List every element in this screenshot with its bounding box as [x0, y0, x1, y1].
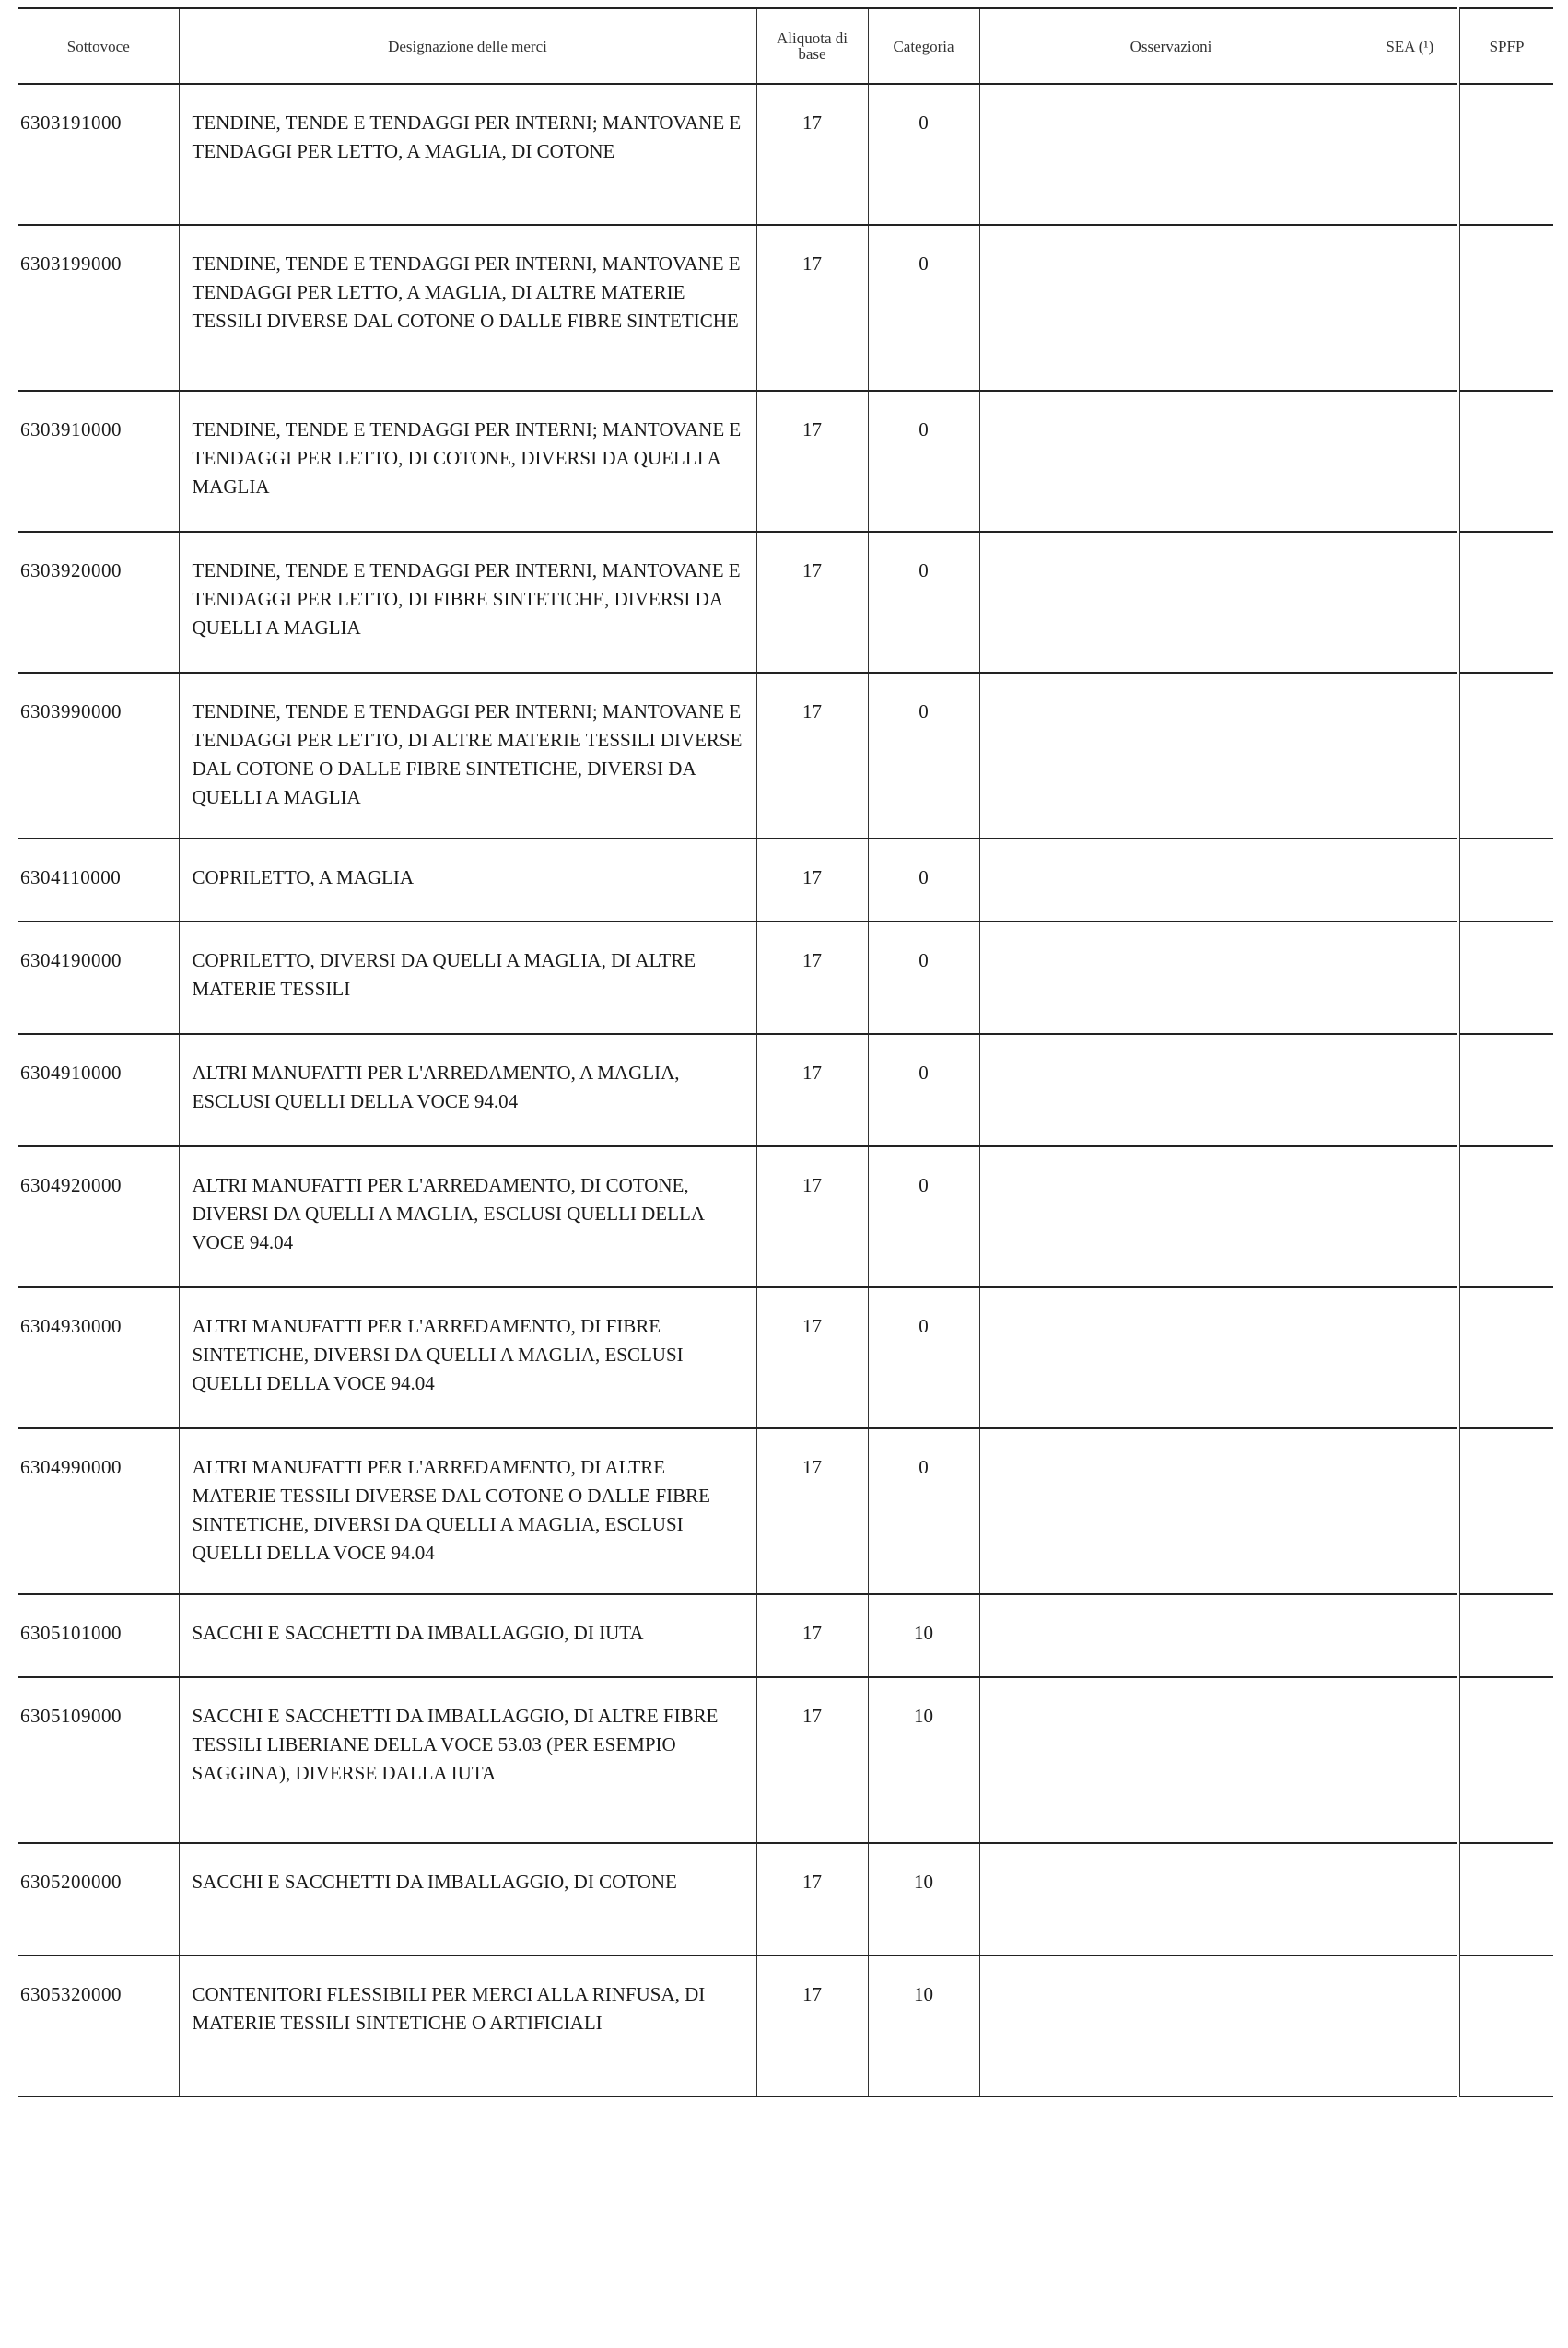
row-spfp — [1458, 1428, 1553, 1594]
row-category: 10 — [868, 1594, 979, 1677]
row-spfp — [1458, 1677, 1553, 1843]
row-category: 0 — [868, 839, 979, 922]
table-row — [18, 84, 1553, 225]
row-spfp — [1458, 1146, 1553, 1287]
row-description: ALTRI MANUFATTI PER L'ARREDAMENTO, DI COTONE, DIVERSI DA QUELLI A MAGLIA, ESCLUSI QUELLI DELLA VOCE 94.04 — [179, 1146, 756, 1287]
row-code: 6304990000 — [18, 1428, 179, 1594]
row-base-rate: 17 — [756, 839, 868, 922]
row-spfp — [1458, 532, 1553, 673]
row-code: 6305101000 — [18, 1594, 179, 1677]
row-code: 6304190000 — [18, 922, 179, 1034]
row-description: SACCHI E SACCHETTI DA IMBALLAGGIO, DI ALTRE FIBRE TESSILI LIBERIANE DELLA VOCE 53.03 (PER ESEMPIO SAGGINA), DIVERSE DALLA IUTA — [179, 1677, 756, 1843]
row-description: TENDINE, TENDE E TENDAGGI PER INTERNI, MANTOVANE E TENDAGGI PER LETTO, DI FIBRE SINTETICHE, DIVERSI DA QUELLI A MAGLIA — [179, 532, 756, 673]
row-sea — [1363, 532, 1458, 673]
header-category: Categoria — [868, 8, 979, 84]
row-sea — [1363, 1034, 1458, 1146]
row-observations — [979, 673, 1363, 839]
row-sea — [1363, 1146, 1458, 1287]
row-sea — [1363, 839, 1458, 922]
row-category: 10 — [868, 1955, 979, 2096]
row-category: 0 — [868, 532, 979, 673]
header-code: Sottovoce — [18, 8, 179, 84]
row-base-rate: 17 — [756, 1287, 868, 1428]
row-sea — [1363, 391, 1458, 532]
header-spfp: SPFP — [1458, 8, 1553, 84]
row-code: 6305109000 — [18, 1677, 179, 1843]
table-row — [18, 922, 1553, 1034]
table-row — [18, 839, 1553, 922]
row-spfp — [1458, 1955, 1553, 2096]
row-sea — [1363, 1287, 1458, 1428]
row-base-rate: 17 — [756, 1034, 868, 1146]
header-observations: Osservazioni — [979, 8, 1363, 84]
row-base-rate: 17 — [756, 1428, 868, 1594]
row-category: 10 — [868, 1677, 979, 1843]
row-category: 0 — [868, 1287, 979, 1428]
row-sea — [1363, 225, 1458, 391]
table-row — [18, 1677, 1553, 1843]
table-row — [18, 1594, 1553, 1677]
row-category: 10 — [868, 1843, 979, 1955]
row-observations — [979, 1146, 1363, 1287]
row-description: COPRILETTO, DIVERSI DA QUELLI A MAGLIA, DI ALTRE MATERIE TESSILI — [179, 922, 756, 1034]
row-spfp — [1458, 839, 1553, 922]
row-code: 6305320000 — [18, 1955, 179, 2096]
row-description: TENDINE, TENDE E TENDAGGI PER INTERNI; MANTOVANE E TENDAGGI PER LETTO, A MAGLIA, DI COTONE — [179, 84, 756, 225]
row-category: 0 — [868, 84, 979, 225]
table-header — [18, 8, 1553, 84]
header-description: Designazione delle merci — [179, 8, 756, 84]
table-row — [18, 1843, 1553, 1955]
row-description: SACCHI E SACCHETTI DA IMBALLAGGIO, DI IUTA — [179, 1594, 756, 1677]
row-observations — [979, 84, 1363, 225]
row-sea — [1363, 1677, 1458, 1843]
row-category: 0 — [868, 391, 979, 532]
row-description: ALTRI MANUFATTI PER L'ARREDAMENTO, DI ALTRE MATERIE TESSILI DIVERSE DAL COTONE O DALLE FIBRE SINTETICHE, DIVERSI DA QUELLI A MAGLIA, ESCLUSI QUELLI DELLA VOCE 94.04 — [179, 1428, 756, 1594]
row-category: 0 — [868, 1146, 979, 1287]
row-base-rate: 17 — [756, 84, 868, 225]
row-observations — [979, 1677, 1363, 1843]
row-code: 6303990000 — [18, 673, 179, 839]
row-spfp — [1458, 391, 1553, 532]
row-spfp — [1458, 1843, 1553, 1955]
row-observations — [979, 1428, 1363, 1594]
row-spfp — [1458, 1034, 1553, 1146]
row-category: 0 — [868, 1428, 979, 1594]
row-base-rate: 17 — [756, 1955, 868, 2096]
row-observations — [979, 839, 1363, 922]
row-base-rate: 17 — [756, 1594, 868, 1677]
row-sea — [1363, 673, 1458, 839]
row-sea — [1363, 84, 1458, 225]
row-category: 0 — [868, 225, 979, 391]
row-spfp — [1458, 922, 1553, 1034]
row-sea — [1363, 1428, 1458, 1594]
row-spfp — [1458, 225, 1553, 391]
row-category: 0 — [868, 1034, 979, 1146]
row-observations — [979, 1955, 1363, 2096]
row-code: 6305200000 — [18, 1843, 179, 1955]
row-description: ALTRI MANUFATTI PER L'ARREDAMENTO, A MAGLIA, ESCLUSI QUELLI DELLA VOCE 94.04 — [179, 1034, 756, 1146]
row-description: SACCHI E SACCHETTI DA IMBALLAGGIO, DI COTONE — [179, 1843, 756, 1955]
document-page — [18, 7, 1553, 2097]
row-observations — [979, 1594, 1363, 1677]
row-base-rate: 17 — [756, 391, 868, 532]
table-row — [18, 1428, 1553, 1594]
row-sea — [1363, 1955, 1458, 2096]
row-code: 6304920000 — [18, 1146, 179, 1287]
row-code: 6304930000 — [18, 1287, 179, 1428]
row-observations — [979, 391, 1363, 532]
row-observations — [979, 1034, 1363, 1146]
table-row — [18, 1955, 1553, 2096]
row-base-rate: 17 — [756, 922, 868, 1034]
row-base-rate: 17 — [756, 225, 868, 391]
row-spfp — [1458, 84, 1553, 225]
row-base-rate: 17 — [756, 1843, 868, 1955]
header-row — [18, 8, 1553, 84]
row-observations — [979, 922, 1363, 1034]
row-code: 6303920000 — [18, 532, 179, 673]
row-spfp — [1458, 673, 1553, 839]
table-row — [18, 532, 1553, 673]
row-description: ALTRI MANUFATTI PER L'ARREDAMENTO, DI FIBRE SINTETICHE, DIVERSI DA QUELLI A MAGLIA, ESCLUSI QUELLI DELLA VOCE 94.04 — [179, 1287, 756, 1428]
row-description: TENDINE, TENDE E TENDAGGI PER INTERNI; MANTOVANE E TENDAGGI PER LETTO, DI COTONE, DIVERSI DA QUELLI A MAGLIA — [179, 391, 756, 532]
row-description: TENDINE, TENDE E TENDAGGI PER INTERNI; MANTOVANE E TENDAGGI PER LETTO, DI ALTRE MATERIE TESSILI DIVERSE DAL COTONE O DALLE FIBRE SINTETICHE, DIVERSI DA QUELLI A MAGLIA — [179, 673, 756, 839]
row-sea — [1363, 1594, 1458, 1677]
row-spfp — [1458, 1287, 1553, 1428]
table-row — [18, 1146, 1553, 1287]
table-row — [18, 673, 1553, 839]
row-category: 0 — [868, 673, 979, 839]
row-code: 6303191000 — [18, 84, 179, 225]
row-observations — [979, 1843, 1363, 1955]
row-code: 6303199000 — [18, 225, 179, 391]
row-description: TENDINE, TENDE E TENDAGGI PER INTERNI, MANTOVANE E TENDAGGI PER LETTO, A MAGLIA, DI ALTRE MATERIE TESSILI DIVERSE DAL COTONE O DALLE FIBRE SINTETICHE — [179, 225, 756, 391]
row-spfp — [1458, 1594, 1553, 1677]
row-base-rate: 17 — [756, 673, 868, 839]
row-base-rate: 17 — [756, 532, 868, 673]
row-code: 6304110000 — [18, 839, 179, 922]
row-code: 6304910000 — [18, 1034, 179, 1146]
row-description: CONTENITORI FLESSIBILI PER MERCI ALLA RINFUSA, DI MATERIE TESSILI SINTETICHE O ARTIFICIALI — [179, 1955, 756, 2096]
header-sea: SEA (¹) — [1363, 8, 1458, 84]
tariff-table — [18, 7, 1553, 2097]
row-sea — [1363, 922, 1458, 1034]
row-observations — [979, 532, 1363, 673]
table-row — [18, 1287, 1553, 1428]
header-base-rate: Aliquota di base — [756, 8, 868, 84]
row-code: 6303910000 — [18, 391, 179, 532]
row-observations — [979, 225, 1363, 391]
row-description: COPRILETTO, A MAGLIA — [179, 839, 756, 922]
row-observations — [979, 1287, 1363, 1428]
table-row — [18, 1034, 1553, 1146]
row-base-rate: 17 — [756, 1677, 868, 1843]
row-sea — [1363, 1843, 1458, 1955]
table-body — [18, 84, 1553, 2096]
row-base-rate: 17 — [756, 1146, 868, 1287]
table-row — [18, 225, 1553, 391]
row-category: 0 — [868, 922, 979, 1034]
table-row — [18, 391, 1553, 532]
